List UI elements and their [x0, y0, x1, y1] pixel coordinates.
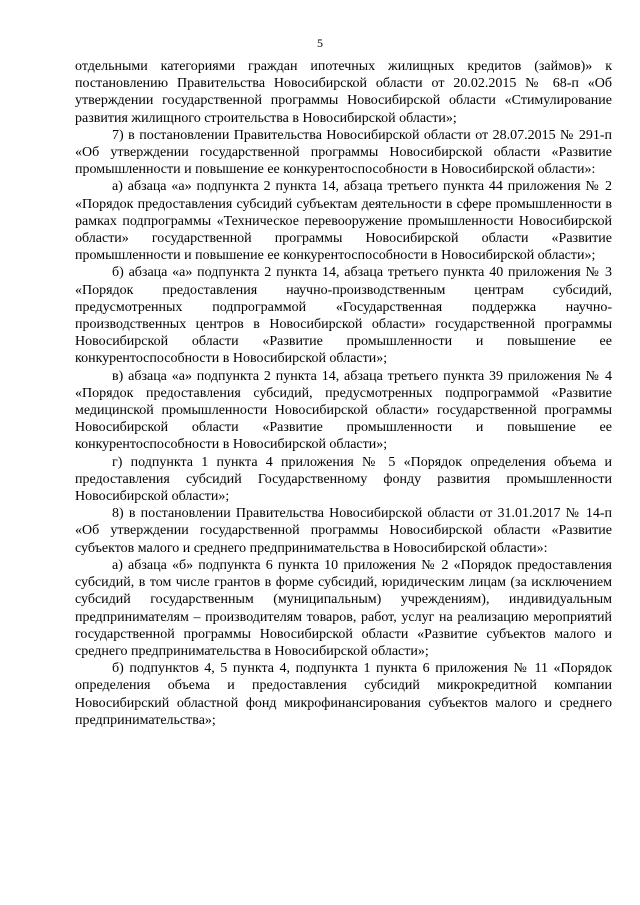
document-body	[75, 58, 612, 729]
paragraph-item-7a: а) абзаца «а» подпункта 2 пункта 14, абзаца третьего пункта 44 приложения № 2 «Порядок предоставления субсидий субъектам деятельности в сфере промышленности в рамках подпрограммы «Техническое перевооружение промышленности Новосибирской области» государственной программы Новосибирской области «Развитие промышленности и повышение ее конкурентоспособности в Новосибирской области»;	[75, 179, 612, 264]
paragraph-item-7v: в) абзаца «а» подпункта 2 пункта 14, абзаца третьего пункта 39 приложения № 4 «Порядок предоставления субсидий, предусмотренных подпрограммой «Развитие медицинской промышленности Новосибирской области» государственной программы Новосибирской области «Развитие промышленности и повышение ее конкурентоспособности в Новосибирской области»;	[75, 368, 612, 453]
paragraph-item-7g: г) подпункта 1 пункта 4 приложения № 5 «Порядок определения объема и предоставления субсидий Государственному фонду развития промышленности Новосибирской области»;	[75, 454, 612, 505]
paragraph-item-7b: б) абзаца «а» подпункта 2 пункта 14, абзаца третьего пункта 40 приложения № 3 «Порядок предоставления научно-производственным центрам субсидий, предусмотренных подпрограммой «Государственная поддержка научно-производственных центров в Новосибирской области» государственной программы Новосибирской области «Развитие промышленности и повышение ее конкурентоспособности в Новосибирской области»;	[75, 265, 612, 367]
paragraph-item-7: 7) в постановлении Правительства Новосибирской области от 28.07.2015 № 291-п «Об утверждении государственной программы Новосибирской области «Развитие промышленности и повышение ее конкурентоспособности в Новосибирской области»:	[75, 127, 612, 178]
page-number: 5	[317, 36, 323, 50]
paragraph-item-8a: а) абзаца «б» подпункта 6 пункта 10 приложения № 2 «Порядок предоставления субсидий, в том числе грантов в форме субсидий, юридическим лицам (за исключением субсидий государственным (муниципальным) учреждениям), индивидуальным предпринимателям – производителям товаров, работ, услуг на реализацию мероприятий государственной программы Новосибирской области «Развитие субъектов малого и среднего предпринимательства в Новосибирской области»;	[75, 557, 612, 659]
paragraph-item-8b: б) подпунктов 4, 5 пункта 4, подпункта 1 пункта 6 приложения № 11 «Порядок определения объема и предоставления субсидий микрокредитной компании Новосибирский областной фонд микрофинансирования субъектов малого и среднего предпринимательства»;	[75, 661, 612, 728]
paragraph-continuation: отдельными категориями граждан ипотечных жилищных кредитов (займов)» к постановлению Правительства Новосибирской области от 20.02.2015 № 68-п «Об утверждении государственной программы Новосибирской области «Стимулирование развития жилищного строительства в Новосибирской области»;	[75, 59, 612, 126]
paragraph-item-8: 8) в постановлении Правительства Новосибирской области от 31.01.2017 № 14-п «Об утверждении государственной программы Новосибирской области «Развитие субъектов малого и среднего предпринимательства в Новосибирской области»:	[75, 506, 612, 556]
